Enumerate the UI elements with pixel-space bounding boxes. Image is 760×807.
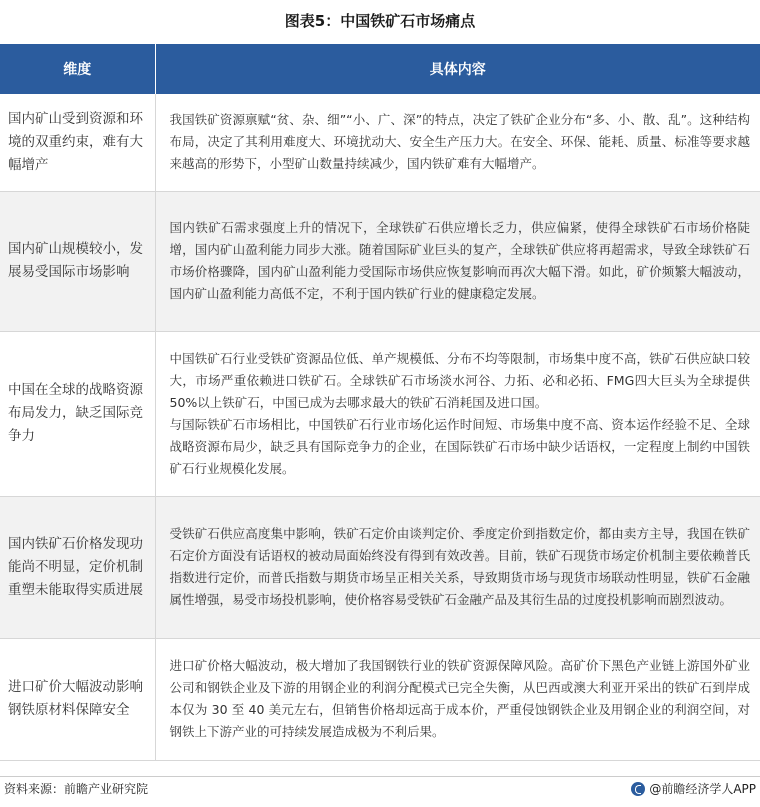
table-row: [0, 638, 760, 760]
dimension-cell: 进口矿价大幅波动影响钢铁原材料保障安全: [0, 638, 155, 760]
content-cell: [155, 191, 760, 331]
content-cell: [155, 638, 760, 760]
brand-label: @前瞻经济学人APP: [649, 782, 756, 796]
table-row: [0, 94, 760, 191]
content-paragraph: 与国际铁矿石市场相比，中国铁矿石行业市场化运作时间短、市场集中度不高、资本运作经验不足、全球战略资源布局少，缺乏具有国际竞争力的企业，在国际铁矿石市场中缺少话语权，一定程度上制约中国铁矿石行业规模化发展。: [169, 416, 750, 476]
content-cell: [155, 94, 760, 191]
content-paragraph: 中国铁矿石行业受铁矿资源品位低、单产规模低、分布不均等限制，市场集中度不高，铁矿石供应缺口较大，市场严重依赖进口铁矿石。全球铁矿石市场淡水河谷、力拓、必和必拓、FMG四大巨头为全球提供 50%以上铁矿石，中国已成为去哪求最大的铁矿石消耗国及进口国。: [169, 350, 750, 410]
table-row: [0, 191, 760, 331]
dimension-cell: 国内矿山受到资源和环境的双重约束，难有大幅增产: [0, 94, 155, 191]
source-note: 资料来源：前瞻产业研究院: [4, 782, 149, 796]
content-paragraph: 进口矿价格大幅波动，极大增加了我国钢铁行业的铁矿资源保障风险。高矿价下黑色产业链上游国外矿业公司和钢铁企业及下游的用钢企业的利润分配模式已完全失衡，从巴西或澳大利亚开采出的铁矿石到岸成本仅为 30 至 40 美元左右，但销售价格却远高于成本价，严重侵蚀钢铁企业及用钢企业的利润空间，对钢铁上下游产业的可持续发展造成极为不利后果。: [169, 658, 750, 739]
content-cell: [155, 496, 760, 638]
dimension-cell: 国内铁矿石价格发现功能尚不明显，定价机制重塑未能取得实质进展: [0, 496, 155, 638]
dimension-cell: 国内矿山规模较小，发展易受国际市场影响: [0, 191, 155, 331]
qianzhan-logo-icon: [631, 782, 645, 796]
content-paragraph: 我国铁矿资源禀赋“贫、杂、细”“小、广、深”的特点，决定了铁矿企业分布“多、小、散、乱”。这种结构布局，决定了其利用难度大、环境扰动大、安全生产压力大。在安全、环保、能耗、质量、标准等要求越来越高的形势下，小型矿山数量持续减少，国内铁矿难有大幅增产。: [169, 112, 750, 172]
column-header-dimension: 维度: [0, 44, 155, 94]
content-paragraph: 受铁矿石供应高度集中影响，铁矿石定价由谈判定价、季度定价到指数定价，都由卖方主导，我国在铁矿石定价方面没有话语权的被动局面始终没有得到有效改善。目前，铁矿石现货市场定价机制主要依赖普氏指数进行定价，而普氏指数与期货市场呈正相关关系，导致期货市场与现货市场联动性明显，铁矿石金融属性增强，易受市场投机影响，使价格容易受铁矿石金融产品及其衍生品的过度投机影响而剧烈波动。: [169, 526, 750, 607]
table-header-row: [0, 44, 760, 94]
content-paragraph: 国内铁矿石需求强度上升的情况下，全球铁矿石供应增长乏力，供应偏紧，使得全球铁矿石市场价格陡增，国内矿山盈利能力同步大涨。随着国际矿业巨头的复产，全球铁矿供应将再超需求，导致全球铁矿石市场价格骤降，国内矿山盈利能力受国际市场供应恢复影响而再次大幅下滑。如此，矿价频繁大幅波动，国内矿山盈利能力高低不定，不利于国内铁矿行业的健康稳定发展。: [169, 220, 750, 301]
dimension-cell: 中国在全球的战略资源布局发力，缺乏国际竞争力: [0, 331, 155, 496]
column-header-content: 具体内容: [155, 44, 760, 94]
pain-points-table: [0, 44, 760, 761]
footer: [0, 776, 760, 800]
table-row: [0, 496, 760, 638]
brand-credit: [631, 780, 756, 797]
table-row: [0, 331, 760, 496]
page-title: 图表5：中国铁矿石市场痛点: [284, 11, 476, 30]
content-cell: [155, 331, 760, 496]
